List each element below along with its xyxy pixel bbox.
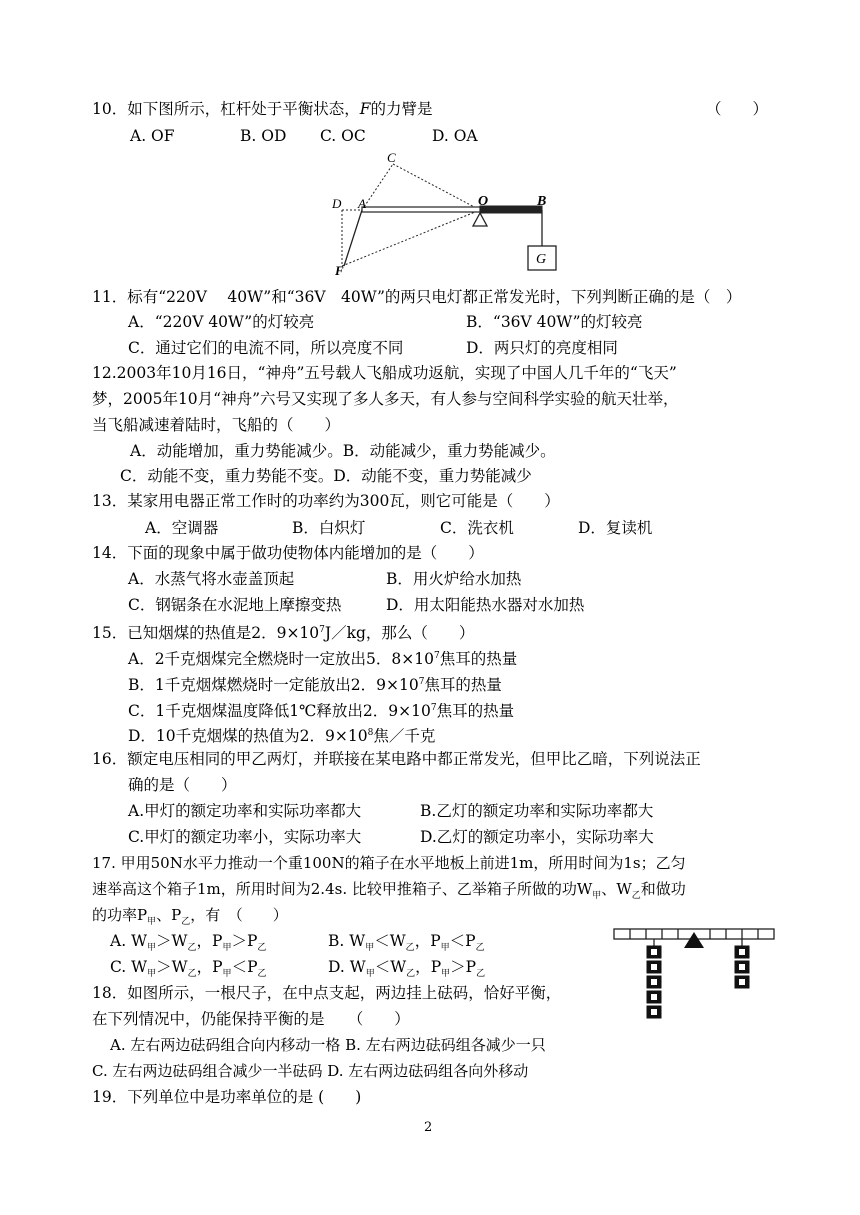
q11-option-c: C．通过它们的电流不同，所以亮度不同 <box>128 339 404 357</box>
label-d: D <box>332 196 342 211</box>
q12-line1: 12.2003年10月16日，“神舟”五号载人飞船成功返航，实现了中国人几千年的“飞天” <box>92 364 677 382</box>
q18-line1: 18．如图所示，一根尺子，在中点支起，两边挂上砝码，恰好平衡， <box>92 984 562 1002</box>
q17-line3: 的功率$P_甲$、$P_乙$，有 （ ） <box>92 906 288 927</box>
ruler-balance-figure <box>612 924 780 1026</box>
q15-option-a: A．2千克烟煤完全燃烧时一定放出5．$8\times 10^7$焦耳的热量 <box>128 650 518 669</box>
q15-option-b: B．1千克烟煤燃烧时一定能放出2．$9\times 10^7$焦耳的热量 <box>128 676 502 695</box>
q15-stem: 15．已知烟煤的热值是2．$9\times 10^7J/kg$，那么（ ） <box>92 624 475 643</box>
q11-option-a: A．“220V 40W”的灯较亮 <box>128 313 315 331</box>
q10-option-c: C. OC <box>320 127 366 145</box>
q10-answer-paren: （ ） <box>706 100 769 118</box>
q13-option-c: C．洗衣机 <box>440 519 514 537</box>
q19-stem: 19．下列单位中是功率单位的是 ( ) <box>92 1088 362 1106</box>
label-b: B <box>537 194 547 209</box>
q18-options-cd: C. 左右两边砝码组合减少一半砝码 D. 左右两边砝码组各向外移动 <box>92 1062 529 1080</box>
q14-option-d: D．用太阳能热水器对水加热 <box>386 596 585 614</box>
q15-option-d: D．10千克烟煤的热值为2．$9\times 10^8$焦／千克 <box>128 727 436 746</box>
q17-option-d: D. $W_甲<W_乙$，$P_甲>P_乙$ <box>328 958 486 980</box>
q14-option-a: A．水蒸气将水壶盖顶起 <box>128 570 295 588</box>
q16-option-d: D.乙灯的额定功率小，实际功率大 <box>420 828 654 846</box>
lever-figure <box>330 148 560 276</box>
label-a: A <box>358 196 366 211</box>
q16-option-b: B.乙灯的额定功率和实际功率都大 <box>420 802 654 820</box>
q10-option-d: D. OA <box>432 127 478 145</box>
q12-line2: 梦，2005年10月“神舟”六号又实现了多人多天，有人参与空间科学实验的航天壮举， <box>92 390 679 408</box>
q17-option-b: B. $W_甲<W_乙$，$P_甲<P_乙$ <box>328 932 485 954</box>
q13-option-d: D．复读机 <box>578 519 653 537</box>
q18-options-ab: A. 左右两边砝码组合向内移动一格 B. 左右两边砝码组各减少一只 <box>110 1036 546 1054</box>
q11-option-d: D．两只灯的亮度相同 <box>466 339 618 357</box>
label-o: O <box>478 194 489 209</box>
q17-line1: 17. 甲用50N水平力推动一个重100N的箱子在水平地板上前进1m，所用时间为1s；乙匀 <box>92 854 686 872</box>
q10-option-a: A. OF <box>130 127 175 145</box>
label-f: F <box>335 263 344 276</box>
page-number: 2 <box>424 1120 433 1135</box>
q16-option-a: A.甲灯的额定功率和实际功率都大 <box>128 802 362 820</box>
q16-option-c: C.甲灯的额定功率小，实际功率大 <box>128 828 362 846</box>
q16-line2: 确的是（ ） <box>128 776 237 794</box>
q17-line2: 速举高这个箱子1m，所用时间为2.4s. 比较甲推箱子、乙举箱子所做的功$W_甲$、$W_乙$和做功 <box>92 880 686 901</box>
q13-option-b: B．白炽灯 <box>292 519 366 537</box>
q12-options-cd: C．动能不变，重力势能不变。D．动能不变，重力势能减少 <box>120 467 532 485</box>
q18-line2: 在下列情况中，仍能保持平衡的是 （ ） <box>92 1010 410 1028</box>
q10-option-b: B. OD <box>240 127 287 145</box>
q16-line1: 16．额定电压相同的甲乙两灯，并联接在某电路中都正常发光，但甲比乙暗，下列说法正 <box>92 750 701 768</box>
label-c: C <box>387 150 396 165</box>
q14-option-b: B．用火炉给水加热 <box>386 570 522 588</box>
q14-stem: 14．下面的现象中属于做功使物体内能增加的是（ ） <box>92 544 484 562</box>
q15-option-c: C．1千克烟煤温度降低1℃释放出2．$9\times 10^7$焦耳的热量 <box>128 702 515 721</box>
q13-option-a: A．空调器 <box>145 519 219 537</box>
q12-options-ab: A．动能增加，重力势能减少。B．动能减少，重力势能减少。 <box>130 442 556 460</box>
q17-option-a: A. $W_甲>W_乙$，$P_甲>P_乙$ <box>110 932 267 954</box>
q11-option-b: B．“36V 40W”的灯较亮 <box>466 313 643 331</box>
q13-stem: 13．某家用电器正常工作时的功率约为300瓦，则它可能是（ ） <box>92 492 560 510</box>
q10-stem: 10．如下图所示，杠杆处于平衡状态，F的力臂是 <box>92 100 433 118</box>
label-g: G <box>536 252 547 267</box>
q11-stem: 11．标有“220V 40W”和“36V 40W”的两只电灯都正常发光时，下列判断正确的是（ ） <box>92 288 742 306</box>
q14-option-c: C．钢锯条在水泥地上摩擦变热 <box>128 596 342 614</box>
q17-option-c: C. $W_甲>W_乙$，$P_甲<P_乙$ <box>110 958 267 980</box>
q12-line3: 当飞船减速着陆时，飞船的（ ） <box>92 416 341 434</box>
